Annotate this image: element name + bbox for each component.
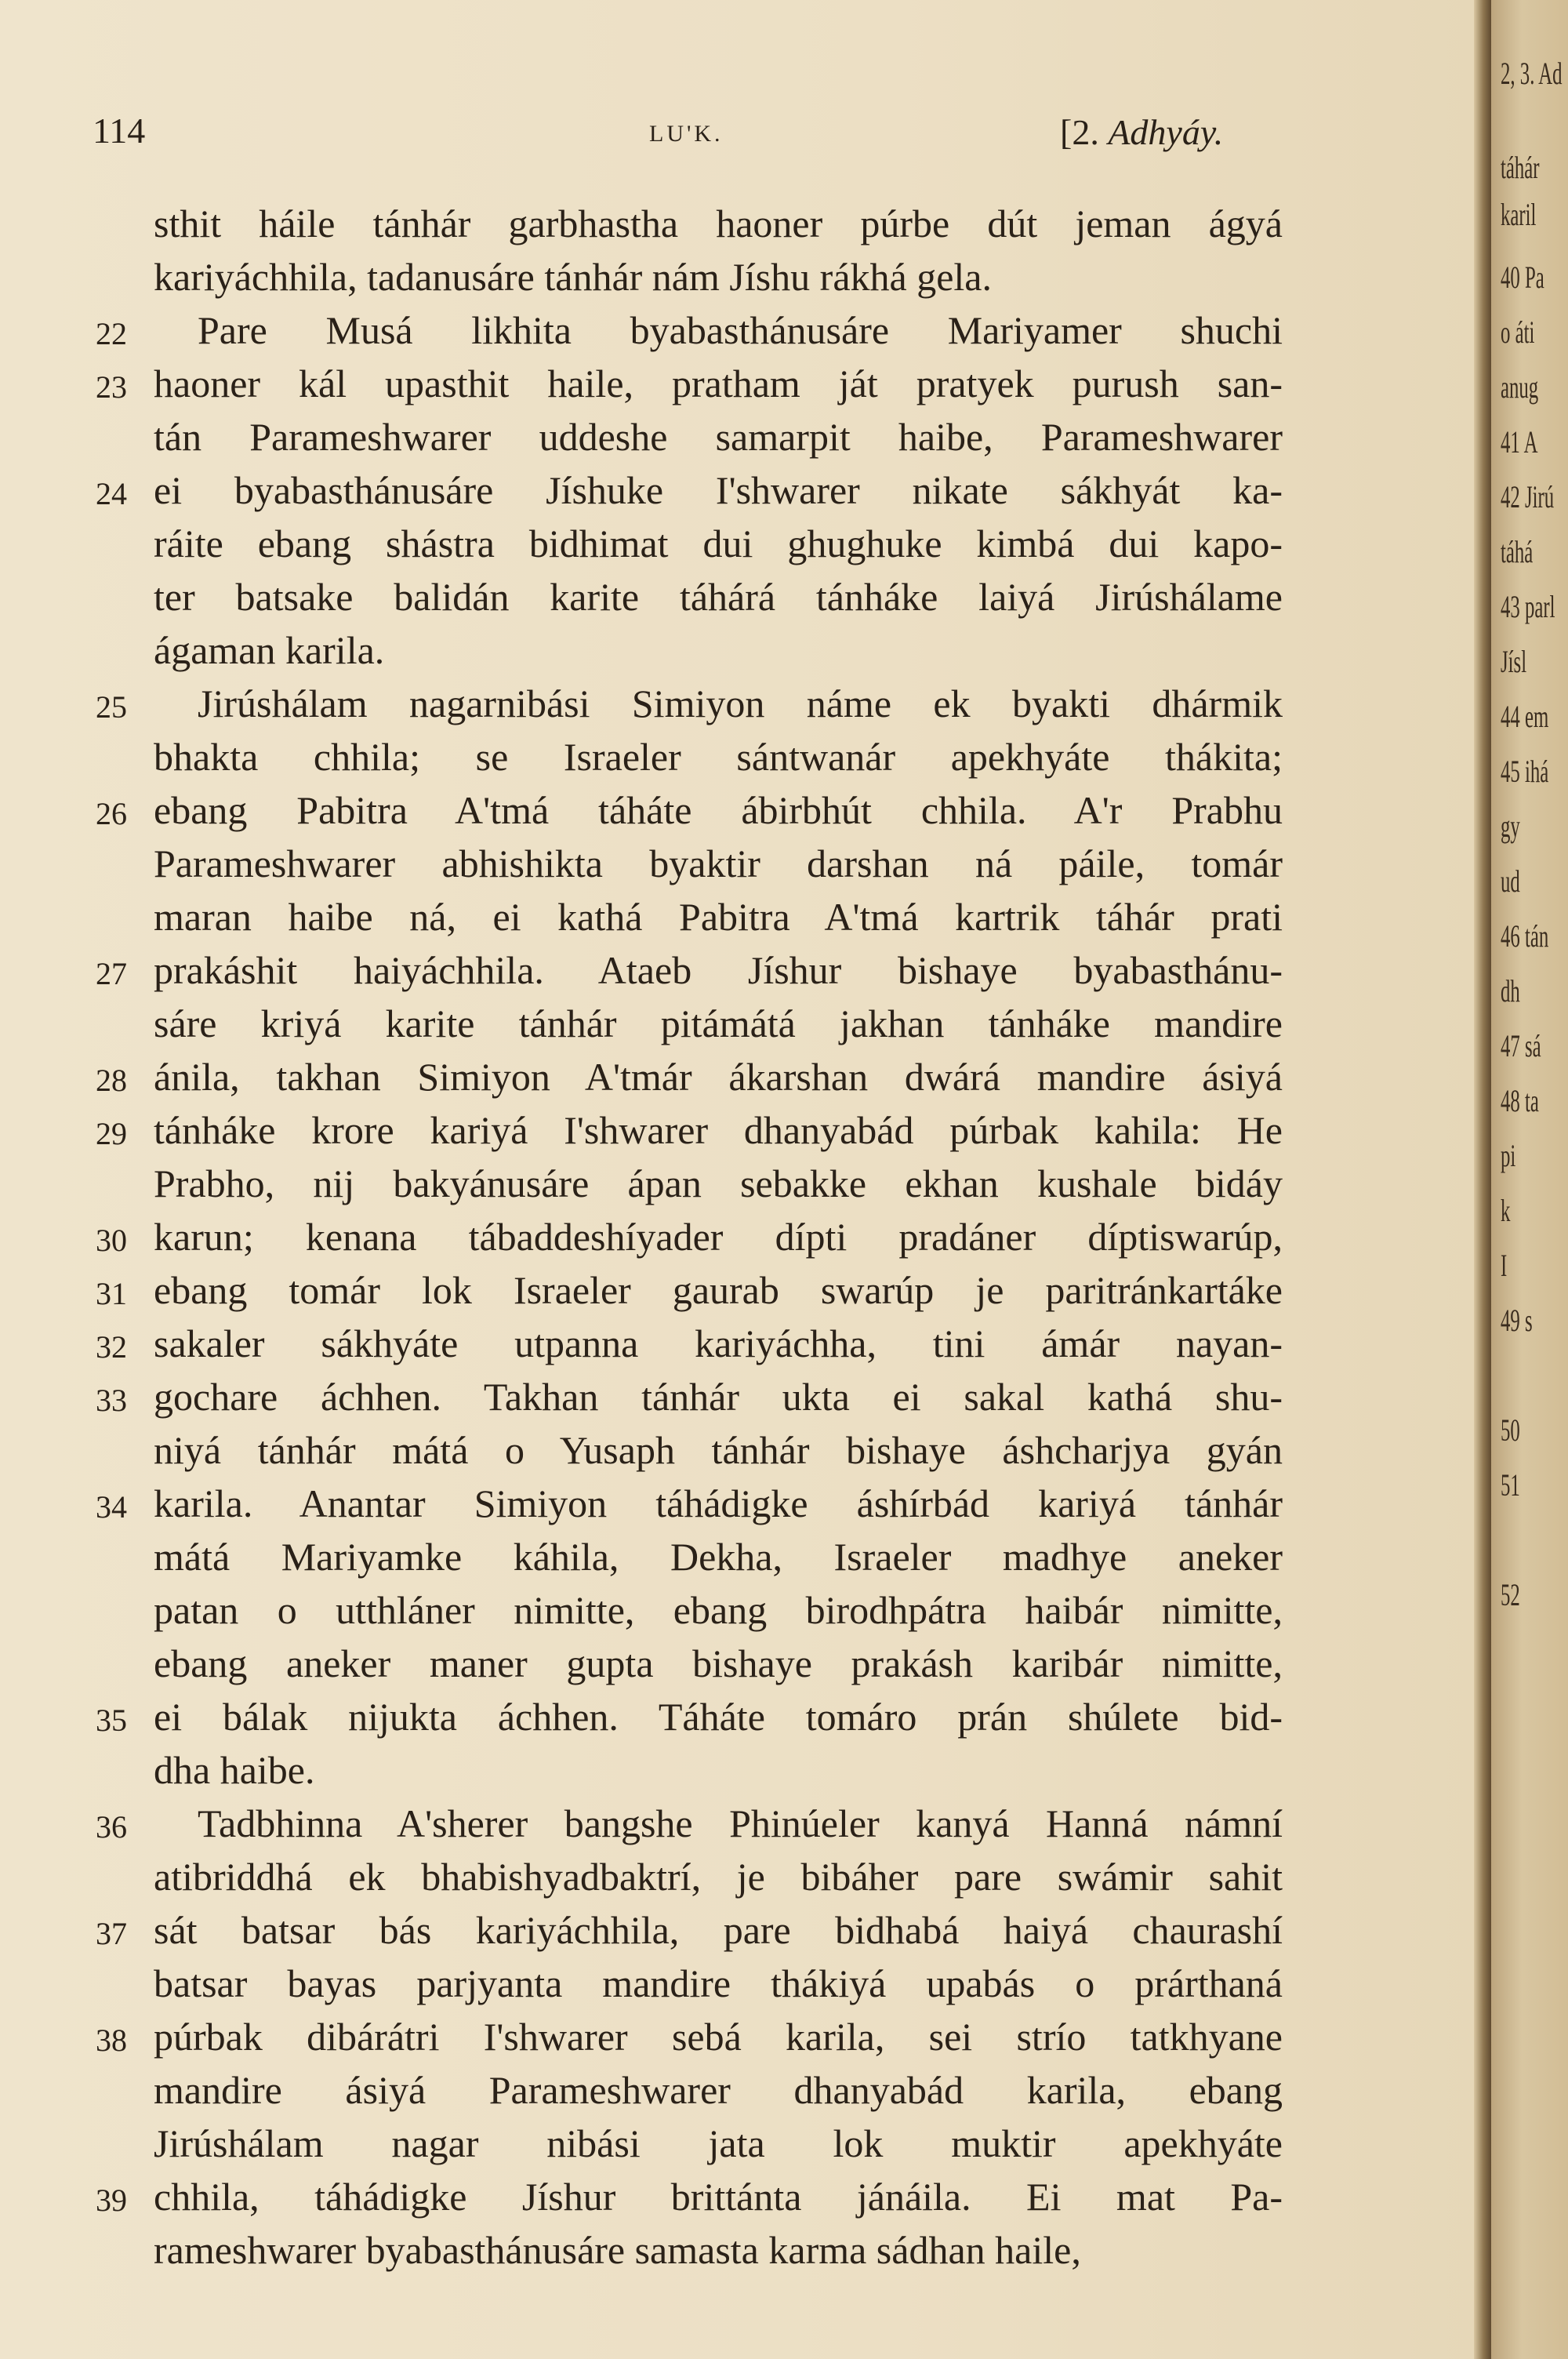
line-text: ebang tomár lok Israeler gaurab swarúp je paritránkartáke — [154, 1268, 1283, 1312]
text-line — [0, 1531, 1482, 1583]
text-line — [0, 624, 1482, 676]
line-text: Prabho, nij bakyánusáre ápan sebakke ekhan kushale bidáy — [154, 1161, 1283, 1205]
line-text: ei byabasthánusáre Jíshuke I'shwarer nikate sákhyát ka- — [154, 468, 1283, 512]
running-title: LU'K. — [649, 121, 724, 147]
text-line — [0, 464, 1482, 516]
line-text: ánila, takhan Simiyon A'tmár ákarshan dwárá mandire ásiyá — [154, 1055, 1283, 1099]
line-text: batsar bayas parjyanta mandire thákiyá upabás o prárthaná — [154, 1961, 1283, 2005]
facing-page-fragment: 44 em — [1501, 699, 1549, 734]
facing-page-fragment: 46 tán — [1501, 918, 1549, 954]
text-line — [0, 998, 1482, 1049]
line-text: ei bálak nijukta áchhen. Táháte tomáro prán shúlete bid- — [154, 1695, 1283, 1739]
verse-number: 30 — [96, 1223, 127, 1258]
line-text: dha haibe. — [154, 1748, 315, 1792]
text-line — [0, 891, 1482, 943]
line-text: sthit háile tánhár garbhastha haoner púrbe dút jeman ágyá — [154, 202, 1283, 245]
facing-page-fragment: dh — [1501, 973, 1520, 1009]
facing-page-fragment: 51 — [1501, 1467, 1520, 1503]
line-text: sáre kriyá karite tánhár pitámátá jakhan tánháke mandire — [154, 1001, 1283, 1045]
line-text: niyá tánhár mátá o Yusaph tánhár bishaye áshcharjya gyán — [154, 1428, 1283, 1472]
text-line — [0, 2064, 1482, 2116]
line-text: gochare áchhen. Takhan tánhár ukta ei sakal kathá shu- — [154, 1375, 1283, 1419]
line-text: ebang aneker maner gupta bishaye prakásh karibár nimitte, — [154, 1641, 1283, 1685]
verse-number: 35 — [96, 1703, 127, 1738]
line-text: patan o utthláner nimitte, ebang birodhpátra haibár nimitte, — [154, 1588, 1283, 1632]
facing-page-fragment: anug — [1501, 369, 1539, 405]
facing-page-fragment: o áti — [1501, 314, 1535, 350]
line-text: maran haibe ná, ei kathá Pabitra A'tmá kartrik táhár prati — [154, 895, 1283, 939]
line-text: Jirúshálam nagarnibási Simiyon náme ek byakti dhármik — [198, 682, 1283, 725]
text-line — [0, 1584, 1482, 1636]
verse-number: 39 — [96, 2183, 127, 2218]
facing-page-fragment: pi — [1501, 1138, 1516, 1173]
line-text: rameshwarer byabasthánusáre samasta karma sádhan haile, — [154, 2228, 1081, 2272]
page-header — [0, 110, 1482, 157]
text-line — [0, 251, 1482, 303]
verse-number: 38 — [96, 2023, 127, 2058]
verse-number: 22 — [96, 316, 127, 351]
facing-page-fragment: 42 Jirú — [1501, 479, 1555, 514]
text-line — [0, 518, 1482, 569]
facing-page-fragment: táhá — [1501, 534, 1534, 569]
verse-number: 23 — [96, 369, 127, 405]
facing-page-fragment: 40 Pa — [1501, 260, 1544, 295]
verse-number: 24 — [96, 476, 127, 511]
line-text: kariyáchhila, tadanusáre tánhár nám Jíshu rákhá gela. — [154, 255, 992, 299]
facing-page-fragment: 2, 3. Ad — [1501, 56, 1563, 91]
line-text: sakaler sákhyáte utpanna kariyáchha, tini ámár nayan- — [154, 1321, 1283, 1365]
facing-page-fragment: 52 — [1501, 1577, 1520, 1612]
text-line — [0, 2117, 1482, 2169]
text-line — [0, 571, 1482, 623]
text-line — [0, 2224, 1482, 2276]
text-line — [0, 1104, 1482, 1156]
text-line — [0, 1637, 1482, 1689]
text-line — [0, 2171, 1482, 2223]
line-text: prakáshit haiyáchhila. Ataeb Jíshur bishaye byabasthánu- — [154, 948, 1283, 992]
facing-page-fragment: Jísl — [1501, 644, 1527, 679]
facing-page-fragment: 43 parl — [1501, 589, 1555, 624]
text-line — [0, 1158, 1482, 1209]
line-text: haoner kál upasthit haile, pratham ját pratyek purush san- — [154, 362, 1283, 405]
text-line — [0, 1478, 1482, 1529]
line-text: Parameshwarer abhishikta byaktir darshan ná páile, tomár — [154, 841, 1283, 885]
text-line — [0, 678, 1482, 729]
text-line — [0, 1691, 1482, 1743]
facing-page-fragment: 47 sá — [1501, 1028, 1541, 1063]
facing-page-fragment: I — [1501, 1248, 1508, 1283]
line-text: tánháke krore kariyá I'shwarer dhanyabád púrbak kahila: He — [154, 1108, 1283, 1152]
line-text: chhila, táhádigke Jíshur brittánta jánáila. Ei mat Pa- — [154, 2175, 1283, 2219]
facing-page-fragment: 41 A — [1501, 424, 1538, 460]
verse-number: 29 — [96, 1116, 127, 1151]
line-text: ter batsake balidán karite táhárá tánháke laiyá Jirúshálame — [154, 575, 1283, 619]
text-line — [0, 411, 1482, 463]
line-text: mandire ásiyá Parameshwarer dhanyabád karila, ebang — [154, 2068, 1283, 2112]
facing-page-fragment: k — [1501, 1193, 1511, 1228]
line-text: púrbak dibárátri I'shwarer sebá karila, sei strío tatkhyane — [154, 2015, 1283, 2059]
line-text: bhakta chhila; se Israeler sántwanár apekhyáte thákita; — [154, 735, 1283, 779]
facing-page-fragment: 45 ihá — [1501, 754, 1549, 789]
line-text: ráite ebang shástra bidhimat dui ghughuke kimbá dui kapo- — [154, 522, 1283, 565]
verse-number: 33 — [96, 1383, 127, 1418]
text-line — [0, 1904, 1482, 1956]
text-line — [0, 1264, 1482, 1316]
text-line — [0, 304, 1482, 356]
text-line — [0, 838, 1482, 889]
text-line — [0, 198, 1482, 249]
line-text: mátá Mariyamke káhila, Dekha, Israeler madhye aneker — [154, 1535, 1283, 1579]
facing-page-fragment: 48 ta — [1501, 1083, 1539, 1118]
facing-page-edge — [1491, 0, 1568, 2359]
text-line — [0, 1957, 1482, 2009]
facing-page-fragment: 50 — [1501, 1412, 1520, 1448]
text-line — [0, 944, 1482, 996]
verse-number: 26 — [96, 796, 127, 831]
verse-number: 34 — [96, 1489, 127, 1525]
facing-page-fragment: karil — [1501, 197, 1537, 232]
verse-number: 32 — [96, 1329, 127, 1365]
line-text: tán Parameshwarer uddeshe samarpit haibe, Parameshwarer — [154, 415, 1283, 459]
text-line — [0, 731, 1482, 783]
text-line — [0, 1424, 1482, 1476]
line-text: Tadbhinna A'sherer bangshe Phinúeler kanyá Hanná námní — [198, 1801, 1283, 1845]
facing-page-fragment: gy — [1501, 809, 1520, 844]
line-text: ágaman karila. — [154, 628, 385, 672]
chapter-bracket: [2. — [1060, 112, 1109, 152]
text-line — [0, 1797, 1482, 1849]
text-line — [0, 2011, 1482, 2063]
text-line — [0, 1211, 1482, 1263]
line-text: karila. Anantar Simiyon táhádigke áshírbád kariyá tánhár — [154, 1481, 1283, 1525]
line-text: Jirúshálam nagar nibási jata lok muktir apekhyáte — [154, 2121, 1283, 2165]
verse-number: 36 — [96, 1809, 127, 1845]
verse-number: 28 — [96, 1063, 127, 1098]
text-line — [0, 1851, 1482, 1903]
text-line — [0, 1051, 1482, 1103]
chapter-reference — [1060, 111, 1223, 153]
facing-page-fragment: táhár — [1501, 150, 1540, 185]
facing-page-fragment: 49 s — [1501, 1303, 1533, 1338]
text-line — [0, 358, 1482, 409]
text-line — [0, 1318, 1482, 1369]
verse-number: 27 — [96, 956, 127, 991]
chapter-label: Adhyáy. — [1108, 112, 1224, 152]
line-text: Pare Musá likhita byabasthánusáre Mariyamer shuchi — [198, 308, 1283, 352]
line-text: karun; kenana tábaddeshíyader dípti pradáner díptiswarúp, — [154, 1215, 1283, 1259]
facing-page-fragment: ud — [1501, 863, 1520, 899]
verse-number: 37 — [96, 1916, 127, 1951]
page-number: 114 — [93, 111, 146, 151]
text-line — [0, 1744, 1482, 1796]
line-text: atibriddhá ek bhabishyadbaktrí, je bibáher pare swámir sahit — [154, 1855, 1283, 1899]
verse-number: 25 — [96, 689, 127, 725]
line-text: ebang Pabitra A'tmá táháte ábirbhút chhila. A'r Prabhu — [154, 788, 1283, 832]
verse-number: 31 — [96, 1276, 127, 1311]
text-line — [0, 1371, 1482, 1423]
line-text: sát batsar bás kariyáchhila, pare bidhabá haiyá chaurashí — [154, 1908, 1283, 1952]
text-line — [0, 784, 1482, 836]
